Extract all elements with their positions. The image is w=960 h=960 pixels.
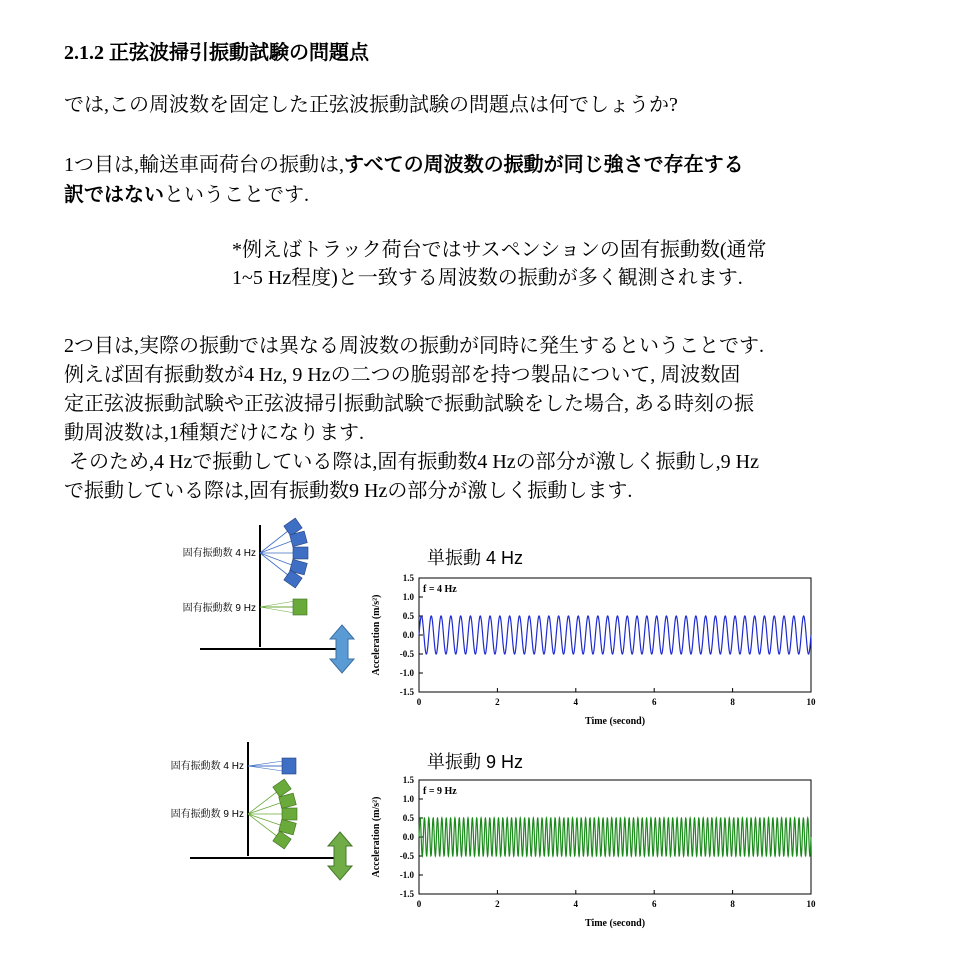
static-part-9hz xyxy=(293,599,307,615)
y-tick-label: 0.5 xyxy=(402,611,414,621)
y-tick-label: -1.5 xyxy=(399,889,414,899)
excitation-arrow-icon xyxy=(328,832,352,880)
label-4hz: 固有振動数 4 Hz xyxy=(182,548,256,559)
intro-paragraph xyxy=(64,92,678,118)
y-tick-label: 0.0 xyxy=(402,832,414,842)
point-2-line: そのため,4 Hzで振動している際は,固有振動数4 Hzの部分が激しく振動し,9 Hz xyxy=(64,451,759,473)
chart-9hz xyxy=(365,742,825,934)
y-axis-label: Acceleration (m/s²) xyxy=(371,796,382,878)
x-tick-label: 8 xyxy=(730,899,735,909)
point-2-line: 定正弦波振動試験や正弦波掃引振動試験で振動試験をした場合, ある時刻の振 xyxy=(64,393,754,415)
x-tick-label: 0 xyxy=(416,697,422,707)
y-tick-label: -0.5 xyxy=(399,649,414,659)
chart-annotation: f = 4 Hz xyxy=(423,584,457,595)
chart-title: 単振動 9 Hz xyxy=(427,752,524,772)
series-line xyxy=(419,818,811,856)
chart-annotation: f = 9 Hz xyxy=(423,786,457,797)
x-tick-label: 2 xyxy=(495,697,500,707)
y-tick-label: 1.5 xyxy=(402,775,414,785)
note-line-2: 1~5 Hz程度)と一致する周波数の振動が多く観測されます. xyxy=(232,267,743,289)
x-tick-label: 6 xyxy=(651,899,657,909)
top-product-diagram xyxy=(150,515,365,675)
x-tick-label: 4 xyxy=(573,899,579,909)
point-2-paragraph xyxy=(64,332,764,506)
x-tick-label: 8 xyxy=(730,697,735,707)
x-tick-label: 4 xyxy=(573,697,579,707)
label-9hz: 固有振動数 9 Hz xyxy=(170,809,244,820)
label-4hz: 固有振動数 4 Hz xyxy=(170,761,244,772)
bottom-product-diagram xyxy=(150,738,365,883)
x-tick-label: 2 xyxy=(495,899,500,909)
point-2-line: 例えば固有振動数が4 Hz, 9 Hzの二つの脆弱部を持つ製品について, 周波数固 xyxy=(64,364,741,386)
y-axis-label: Acceleration (m/s²) xyxy=(371,594,382,676)
section-heading: 2.1.2 正弦波掃引振動試験の問題点 xyxy=(64,42,369,64)
x-axis-label: Time (second) xyxy=(584,918,646,929)
note-line-1: *例えばトラック荷台ではサスペンションの固有振動数(通常 xyxy=(232,239,767,261)
point-1-text-b: ということです. xyxy=(164,184,309,206)
y-tick-label: -1.0 xyxy=(399,870,414,880)
label-9hz: 固有振動数 9 Hz xyxy=(182,603,256,614)
chart-title: 単振動 4 Hz xyxy=(427,548,524,568)
y-tick-label: 1.0 xyxy=(402,592,414,602)
point-2-line: 動周波数は,1種類だけになります. xyxy=(64,422,364,444)
x-tick-label: 0 xyxy=(416,899,422,909)
y-tick-label: 0.5 xyxy=(402,813,414,823)
x-tick-label: 10 xyxy=(806,697,816,707)
axis-ticks xyxy=(400,573,816,707)
chart-4hz xyxy=(365,540,825,732)
x-axis-label: Time (second) xyxy=(584,716,646,727)
series-line xyxy=(419,616,811,654)
y-tick-label: 1.0 xyxy=(402,794,414,804)
y-tick-label: -0.5 xyxy=(399,851,414,861)
point-2-line: で振動している際は,固有振動数9 Hzの部分が激しく振動します. xyxy=(64,480,633,502)
y-tick-label: -1.0 xyxy=(399,668,414,678)
point-2-line: 2つ目は,実際の振動では異なる周波数の振動が同時に発生するということです. xyxy=(64,335,764,357)
intro-text: では,この周波数を固定した正弦波振動試験の問題点は何でしょうか? xyxy=(64,94,678,116)
point-1-text-a: 1つ目は,輸送車両荷台の振動は, xyxy=(64,154,344,176)
y-tick-label: -1.5 xyxy=(399,687,414,697)
y-tick-label: 1.5 xyxy=(402,573,414,583)
note-block xyxy=(232,236,767,292)
y-tick-label: 0.0 xyxy=(402,630,414,640)
point-1-emphasis-b: 訳ではない xyxy=(64,184,164,206)
static-part-4hz xyxy=(282,758,296,774)
point-1-emphasis-a: すべての周波数の振動が同じ強さで存在する xyxy=(344,154,744,176)
x-tick-label: 10 xyxy=(806,899,816,909)
x-tick-label: 6 xyxy=(651,697,657,707)
point-1-paragraph xyxy=(64,150,744,210)
